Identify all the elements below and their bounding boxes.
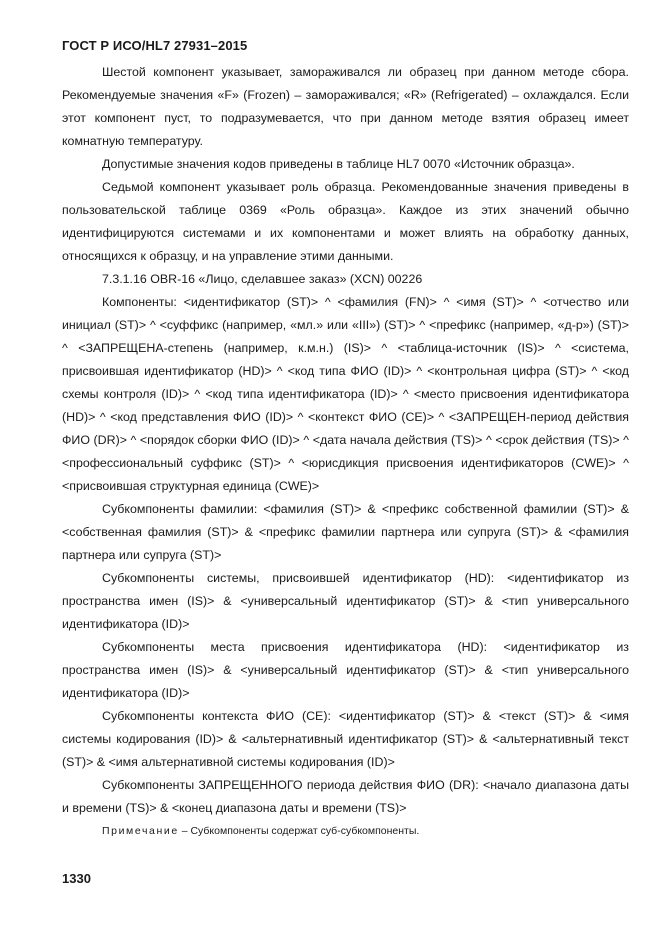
- document-header: ГОСТ Р ИСО/HL7 27931–2015: [62, 38, 248, 53]
- paragraph-name-validity-subcomponents: Субкомпоненты ЗАПРЕЩЕННОГО периода действия ФИО (DR): <начало диапазона даты и времени (TS)> & <конец диапазона даты и времени (TS)>: [62, 778, 629, 815]
- document-body: [62, 61, 629, 839]
- note: [62, 823, 629, 839]
- paragraph-source-codes: Допустимые значения кодов приведены в таблице HL7 0070 «Источник образца».: [102, 157, 575, 171]
- paragraph-specimen-role: Седьмой компонент указывает роль образца. Рекомендованные значения приведены в пользовательской таблице 0369 «Роль образца». Каждое из этих значений обычно идентифицируются системами и их компонентами и может влиять на обработку данных, относящихся к образцу, и на управление этими данными.: [62, 180, 629, 263]
- page-number: 1330: [62, 871, 91, 886]
- note-label: Примечание: [102, 825, 179, 837]
- paragraph-freezing: Шестой компонент указывает, замораживался ли образец при данном методе сбора. Рекомендуемые значения «F» (Frozen) – замораживался; «R» (Refrigerated) – охлаждался. Если этот компонент пуст, то подразумевается, что при данном методе взятия образец имеет комнатную температуру.: [62, 65, 629, 148]
- paragraph-surname-subcomponents: Субкомпоненты фамилии: <фамилия (ST)> & <префикс собственной фамилии (ST)> & <собственная фамилия (ST)> & <префикс фамилии партнера или супруга (ST)> & <фамилия партнера или супруга (ST)>: [62, 502, 629, 562]
- paragraph-components: Компоненты: <идентификатор (ST)> ^ <фамилия (FN)> ^ <имя (ST)> ^ <отчество или инициал (ST)> ^ <суффикс (например, «мл.» или «III») (ST)> ^ <префикс (например, «д-р») (ST)> ^ <ЗАПРЕЩЕНА-степень (например, к.м.н.) (IS)> ^ <таблица-источник (IS)> ^ <система, присвоившая идентификатор (HD)> ^ <код типа ФИО (ID)> ^ <контрольная цифра (ST)> ^ <код схемы контроля (ID)> ^ <код типа идентификатора (ID)> ^ <место присвоения идентификатора (HD)> ^ <код представления ФИО (ID)> ^ <контекст ФИО (CE)> ^ <ЗАПРЕЩЕН-период действия ФИО (DR)> ^ <порядок сборки ФИО (ID)> ^ <дата начала действия (TS)> ^ <срок действия (TS)> ^ <профессиональный суффикс (ST)> ^ <юрисдикция присвоения идентификаторов (CWE)> ^ <присвоившая структурная единица (CWE)>: [62, 295, 629, 493]
- paragraph-assigning-authority-subcomponents: Субкомпоненты системы, присвоившей идентификатор (HD): <идентификатор из пространства имен (IS)> & <универсальный идентификатор (ST)> & <тип универсального идентификатора (ID)>: [62, 571, 629, 631]
- paragraph-name-context-subcomponents: Субкомпоненты контекста ФИО (CE): <идентификатор (ST)> & <текст (ST)> & <имя системы кодирования (ID)> & <альтернативный идентификатор (ST)> & <альтернативный текст (ST)> & <имя альтернативной системы кодирования (ID)>: [62, 709, 629, 769]
- note-text: – Субкомпоненты содержат суб-субкомпоненты.: [178, 825, 420, 837]
- paragraph-assigning-facility-subcomponents: Субкомпоненты места присвоения идентификатора (HD): <идентификатор из пространства имен (IS)> & <универсальный идентификатор (ST)> & <тип универсального идентификатора (ID)>: [62, 640, 629, 700]
- clause-heading-obr16: 7.3.1.16 OBR-16 «Лицо, сделавшее заказ» (XCN) 00226: [102, 272, 423, 286]
